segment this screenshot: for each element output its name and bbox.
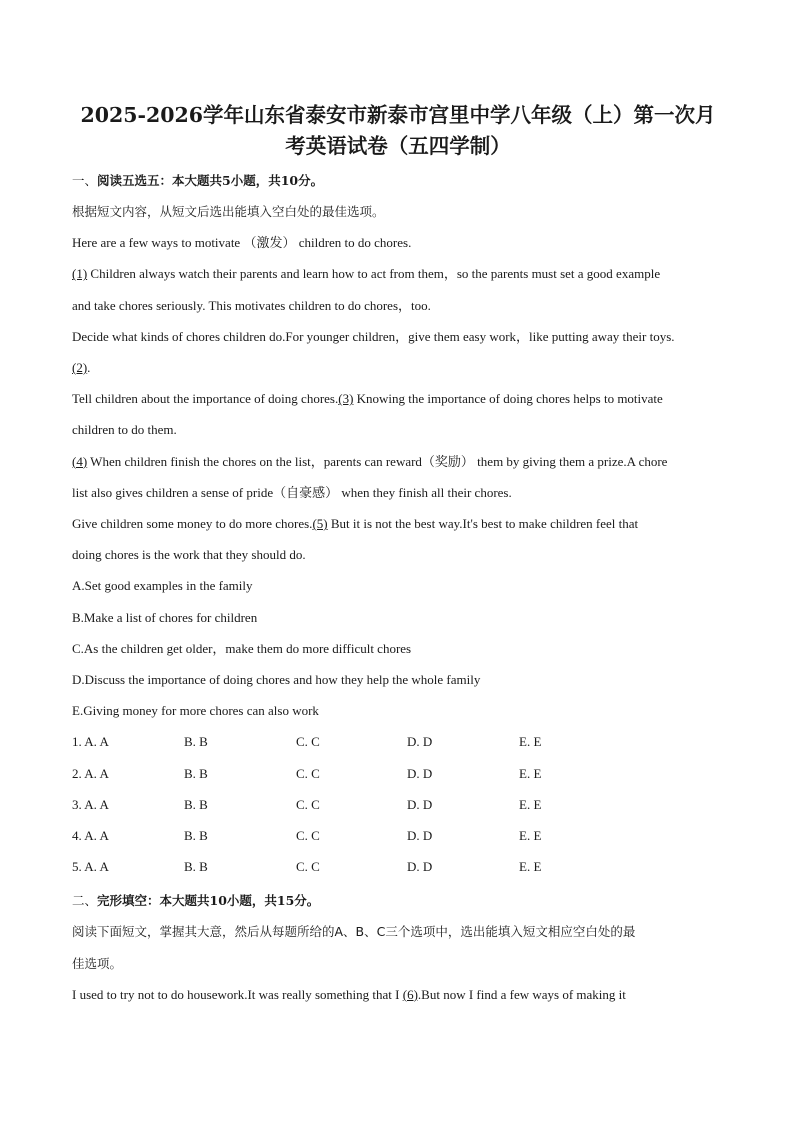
exam-title-line2: 考英语试卷（五四学制） [285,134,511,158]
choice-c[interactable]: C. C [296,828,320,844]
answer-row [72,758,724,789]
section2-heading [72,885,724,916]
choice-d[interactable]: D. D [407,859,433,875]
option-c: C.As the children get older，make them do more difficult chores [72,640,412,656]
choice-e[interactable]: E. E [519,734,542,750]
choice-a[interactable]: 4. A. A [72,828,109,844]
passage-line: doing chores is the work that they should do. [72,547,306,563]
choice-e[interactable]: E. E [519,765,542,781]
blank-4[interactable]: (4) [72,453,88,469]
passage-line: children to do them. [72,422,177,438]
choice-b[interactable]: B. B [184,734,208,750]
blank-6[interactable]: (6) [402,986,418,1002]
choice-e[interactable]: E. E [519,828,542,844]
choice-c[interactable]: C. C [296,859,320,875]
passage-line [72,446,724,477]
choice-a[interactable]: 1. A. A [72,734,109,750]
passage-line: (2). [72,360,91,376]
document-page [72,100,724,1010]
passage-line [72,508,724,539]
answer-row [72,820,724,851]
passage-text: Children always watch their parents and learn how to act from them，so the parents must set a good example [87,266,661,282]
choice-a[interactable]: 3. A. A [72,796,109,812]
passage-text: .But now I find a few ways of making it [417,986,626,1002]
section2-heading-text: 完形填空：本大题共10小题，共15分。 [97,893,320,909]
answer-choices [72,726,724,882]
passage-line: Here are a few ways to motivate （激发） children to do chores. [72,235,412,251]
choice-b[interactable]: B. B [184,859,208,875]
passage-line [72,383,724,414]
answer-row [72,789,724,820]
passage-text: Tell children about the importance of doing chores. [72,391,339,407]
choice-d[interactable]: D. D [407,765,433,781]
answer-row [72,851,724,882]
section2-number: 二、 [72,893,98,909]
choice-d[interactable]: D. D [407,796,433,812]
choice-d[interactable]: D. D [407,734,433,750]
choice-c[interactable]: C. C [296,734,320,750]
section1-heading-text: 阅读五选五：本大题共5小题，共10分。 [97,173,324,188]
section1-instruction: 根据短文内容，从短文后选出能填入空白处的最佳选项。 [72,204,385,219]
option-a: A.Set good examples in the family [72,578,253,594]
section1-heading [72,165,724,196]
blank-5[interactable]: (5) [312,516,328,532]
blank-2[interactable]: (2) [72,360,88,376]
passage-text: I used to try not to do housework.It was really something that I [72,986,403,1002]
blank-1[interactable]: (1) [72,266,88,282]
option-e: E.Giving money for more chores can also work [72,703,319,719]
choice-a[interactable]: 5. A. A [72,859,109,875]
section2-instruction: 阅读下面短文，掌握其大意，然后从每题所给的A、B、C三个选项中，选出能填入短文相应空白处的最 [72,924,636,940]
choice-d[interactable]: D. D [407,828,433,844]
choice-a[interactable]: 2. A. A [72,765,109,781]
choice-e[interactable]: E. E [519,796,542,812]
option-b: B.Make a list of chores for children [72,609,258,625]
choice-c[interactable]: C. C [296,796,320,812]
passage-text: But it is not the best way.It's best to make children feel that [327,516,639,532]
passage-line: and take chores seriously. This motivates children to do chores，too. [72,297,431,313]
blank-3[interactable]: (3) [338,391,354,407]
choice-c[interactable]: C. C [296,765,320,781]
passage-text: Knowing the importance of doing chores helps to motivate [353,391,663,407]
choice-b[interactable]: B. B [184,796,208,812]
passage-line [72,979,724,1010]
passage-line: Decide what kinds of chores children do.For younger children，give them easy work，like putting away their toys. [72,328,675,344]
passage-line [72,258,724,289]
choice-b[interactable]: B. B [184,765,208,781]
passage-text: Give children some money to do more chores. [72,516,313,532]
answer-row [72,726,724,757]
passage-text: When children finish the chores on the list，parents can reward（奖励） them by giving them a prize.A chore [87,453,668,469]
exam-title-line1: 2025-2026学年山东省泰安市新泰市宫里中学八年级（上）第一次月 [80,103,716,127]
section1-number: 一、 [72,173,98,188]
choice-b[interactable]: B. B [184,828,208,844]
choice-e[interactable]: E. E [519,859,542,875]
section2-instruction: 佳选项。 [72,955,123,971]
option-d: D.Discuss the importance of doing chores and how they help the whole family [72,672,481,688]
passage-line: list also gives children a sense of pride（自豪感） when they finish all their chores. [72,484,512,500]
